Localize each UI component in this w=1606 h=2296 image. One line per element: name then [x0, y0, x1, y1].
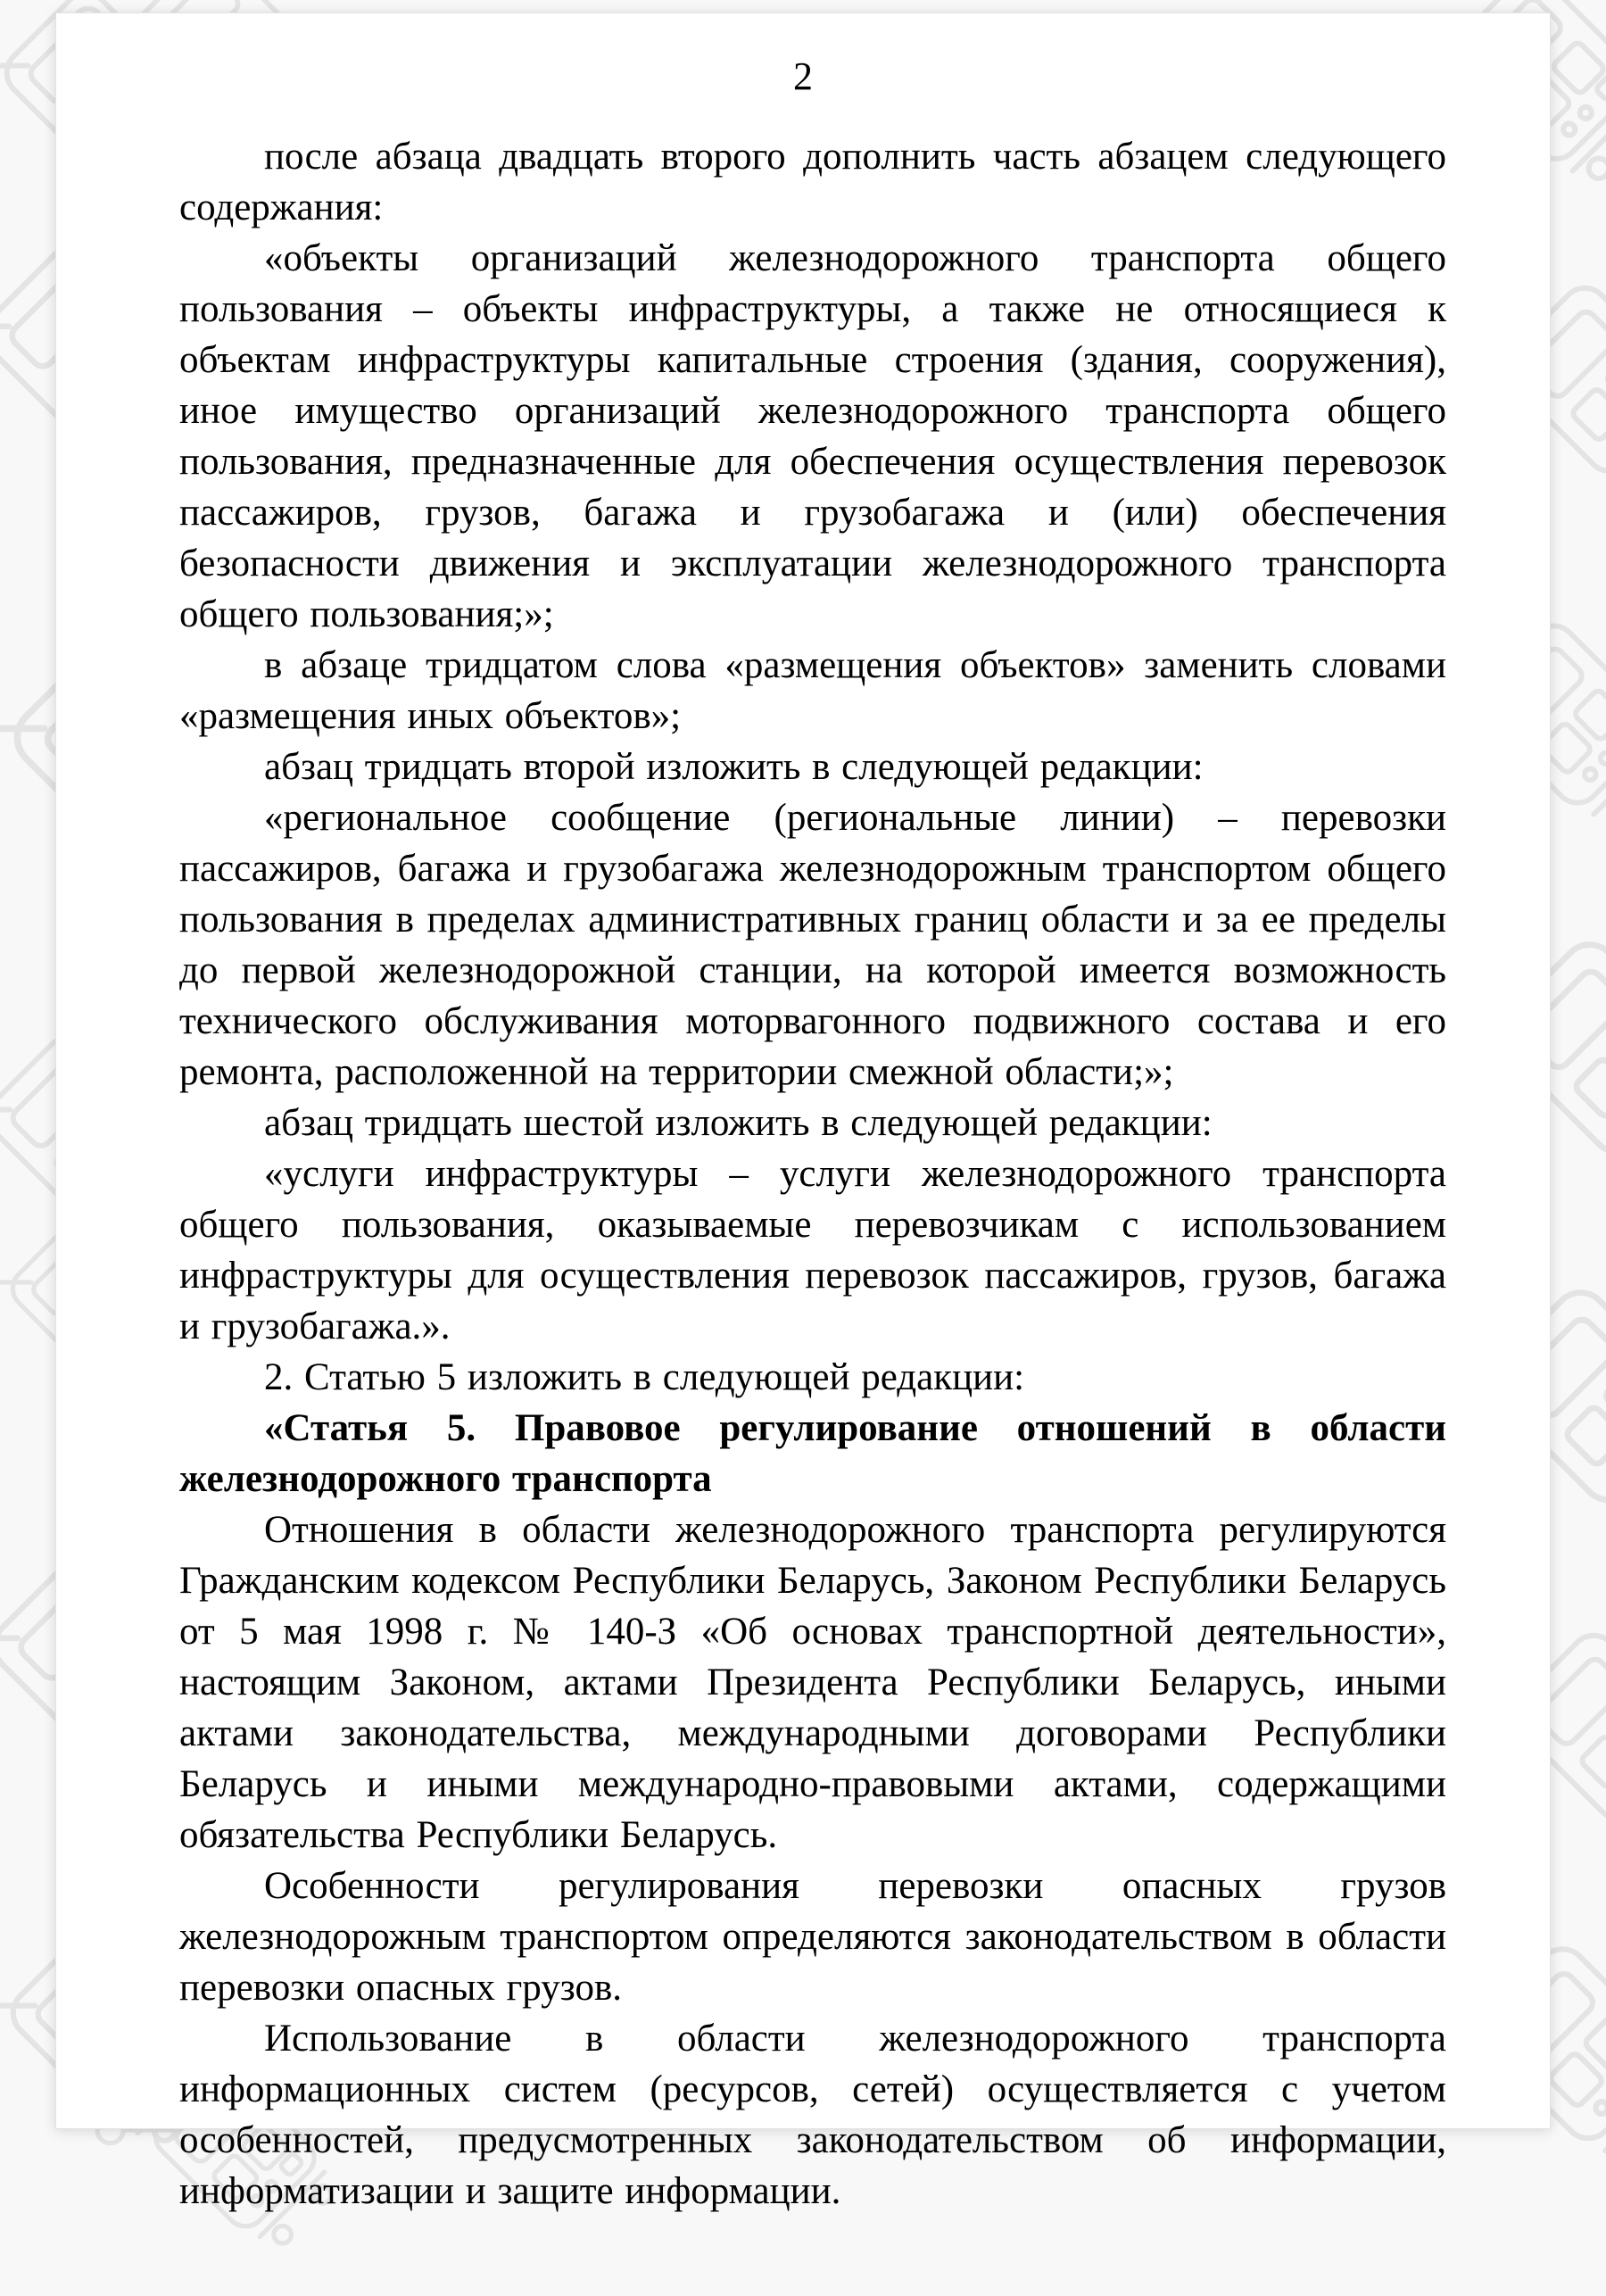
paragraph: абзац тридцать второй изложить в следующей редакции:: [264, 746, 1204, 788]
paragraph: в абзаце тридцатом слова «размещения объектов» заменить словами «размещения иных объектов»;: [179, 644, 1446, 737]
paragraph: «Статья 5. Правовое регулирование отношений в области железнодорожного транспорта: [179, 1407, 1446, 1500]
paragraph: Особенности регулирования перевозки опасных грузов железнодорожным транспортом определяются законодательством в области перевозки опасных грузов.: [179, 1865, 1446, 2009]
paragraph: Отношения в области железнодорожного транспорта регулируются Гражданским кодексом Республики Беларусь, Законом Республики Беларусь от 5 мая 1998 г. № 140-З «Об основах транспортной деятельности», настоящим Законом, актами Президента Республики Беларусь, иными актами законодательства, международными договорами Республики Беларусь и иными международно-правовыми актами, содержащими обязательства Республики Беларусь.: [179, 1509, 1446, 1856]
paragraph: «региональное сообщение (региональные линии) – перевозки пассажиров, багажа и грузобагажа железнодорожным транспортом общего пользования в пределах административных границ области и за ее пределы до первой железнодорожной станции, на которой имеется возможность технического обслуживания моторвагонного подвижного состава и его ремонта, расположенной на территории смежной области;»;: [179, 797, 1446, 1093]
paragraph: «объекты организаций железнодорожного транспорта общего пользования – объекты инфраструктуры, а также не относящиеся к объектам инфраструктуры капитальные строения (здания, сооружения), иное имущество организаций железнодорожного транспорта общего пользования, предназначенные для обеспечения осуществления перевозок пассажиров, грузов, багажа и грузобагажа и (или) обеспечения безопасности движения и эксплуатации железнодорожного транспорта общего пользования;»;: [179, 237, 1446, 635]
paragraph: абзац тридцать шестой изложить в следующей редакции:: [264, 1102, 1213, 1144]
document-body: [56, 131, 1550, 2217]
page-number: 2: [793, 54, 813, 98]
paragraph: 2. Статью 5 изложить в следующей редакции:: [264, 1356, 1025, 1398]
paragraph: после абзаца двадцать второго дополнить часть абзацем следующего содержания:: [179, 136, 1446, 228]
paragraph: «услуги инфраструктуры – услуги железнодорожного транспорта общего пользования, оказываемые перевозчикам с использованием инфраструктуры для осуществления перевозок пассажиров, грузов, багажа и грузобагажа.».: [179, 1153, 1446, 1347]
paragraph: Использование в области железнодорожного транспорта информационных систем (ресурсов, сетей) осуществляется с учетом особенностей, предусмотренных законодательством об информации, информатизации и защите информации.: [179, 2018, 1446, 2212]
document-page: [55, 12, 1551, 2212]
